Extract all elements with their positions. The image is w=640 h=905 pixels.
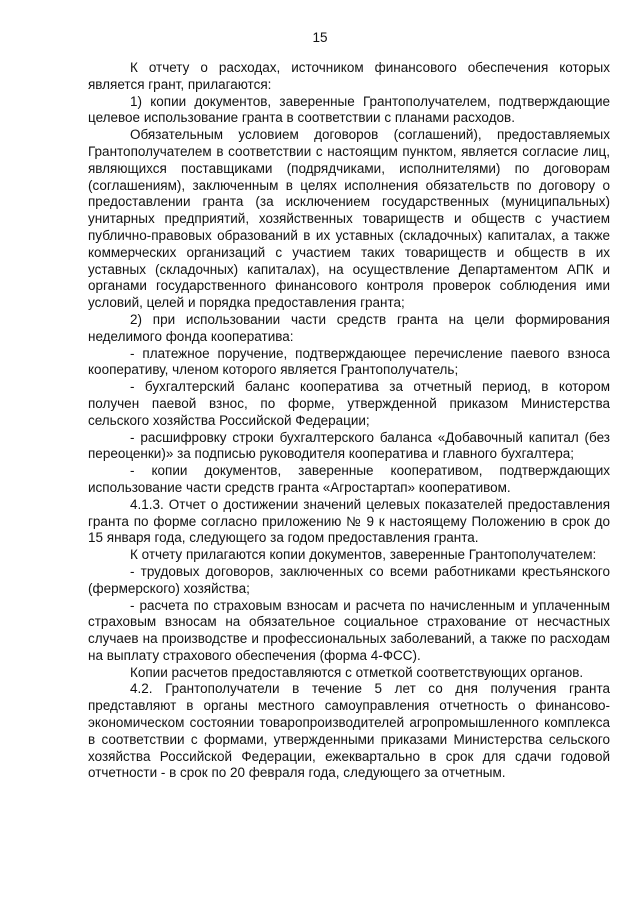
paragraph: К отчету прилагаются копии документов, заверенные Грантополучателем: [130, 547, 597, 563]
list-item: - копии документов, заверенные кооперативом, подтверждающих использование части средств гранта «Агростартап» кооперативом. [88, 463, 610, 495]
list-item: - расшифровку строки бухгалтерского баланса «Добавочный капитал (без переоценки)» за подписью руководителя кооператива и главного бухгалтера; [88, 429, 610, 462]
list-item: - платежное поручение, подтверждающее перечисление паевого взноса кооперативу, членом которого является Грантополучатель; [88, 345, 610, 378]
list-item: - расчета по страховым взносам и расчета по начисленным и уплаченным страховым взносам на обязательное социальное страхование от несчастных случаев на производстве и профессиональных заболеваний, а также по расходам на выплату страхового обеспечения (форма 4-ФСС). [88, 597, 610, 663]
list-item: - трудовых договоров, заключенных со всеми работниками крестьянского (фермерского) хозяйства; [88, 563, 610, 596]
paragraph: К отчету о расходах, источником финансового обеспечения которых является грант, прилагаются: [88, 60, 610, 92]
paragraph: Копии расчетов предоставляются с отметкой соответствующих органов. [130, 664, 584, 680]
list-item: - бухгалтерский баланс кооператива за отчетный период, в котором получен паевой взнос, по форме, утвержденной приказом Министерства сельского хозяйства Российской Федерации; [88, 379, 610, 428]
paragraph: 2) при использовании части средств гранта на цели формирования неделимого фонда кооператива: [88, 311, 610, 344]
page-number: 15 [312, 30, 328, 45]
document-body [88, 60, 610, 782]
paragraph: Обязательным условием договоров (соглашений), предоставляемых Грантополучателем в соответствии с настоящим пунктом, является согласие лиц, являющихся поставщиками (подрядчиками, исполнителями) по договорам (соглашениям), заключенным в целях исполнения обязательств по договору о предоставлении гранта (за исключением государственных (муниципальных) унитарных предприятий, хозяйственных товариществ и обществ с участием публично-правовых образований в их уставных (складочных) капиталах, а также коммерческих организаций с участием таких товариществ и обществ в их уставных (складочных) капиталах), на осуществление Департаментом АПК и органами государственного финансового контроля проверок соблюдения ими условий, целей и порядка предоставления гранта; [88, 127, 610, 311]
paragraph: 1) копии документов, заверенные Грантополучателем, подтверждающие целевое использование гранта в соответствии с планами расходов. [88, 93, 610, 126]
paragraph: 4.1.3. Отчет о достижении значений целевых показателей предоставления гранта по форме согласно приложению № 9 к настоящему Положению в срок до 15 января года, следующего за годом предоставления гранта. [88, 496, 610, 546]
paragraph: 4.2. Грантополучатели в течение 5 лет со дня получения гранта представляют в органы местного самоуправления отчетность о финансово-экономическом состоянии товаропроизводителей агропромышленного комплекса в соответствии с формами, утвержденными приказами Министерства сельского хозяйства Российской Федерации, ежеквартально в срок для сдачи годовой отчетности - в срок по 20 февраля года, следующего за отчетным. [88, 681, 610, 781]
